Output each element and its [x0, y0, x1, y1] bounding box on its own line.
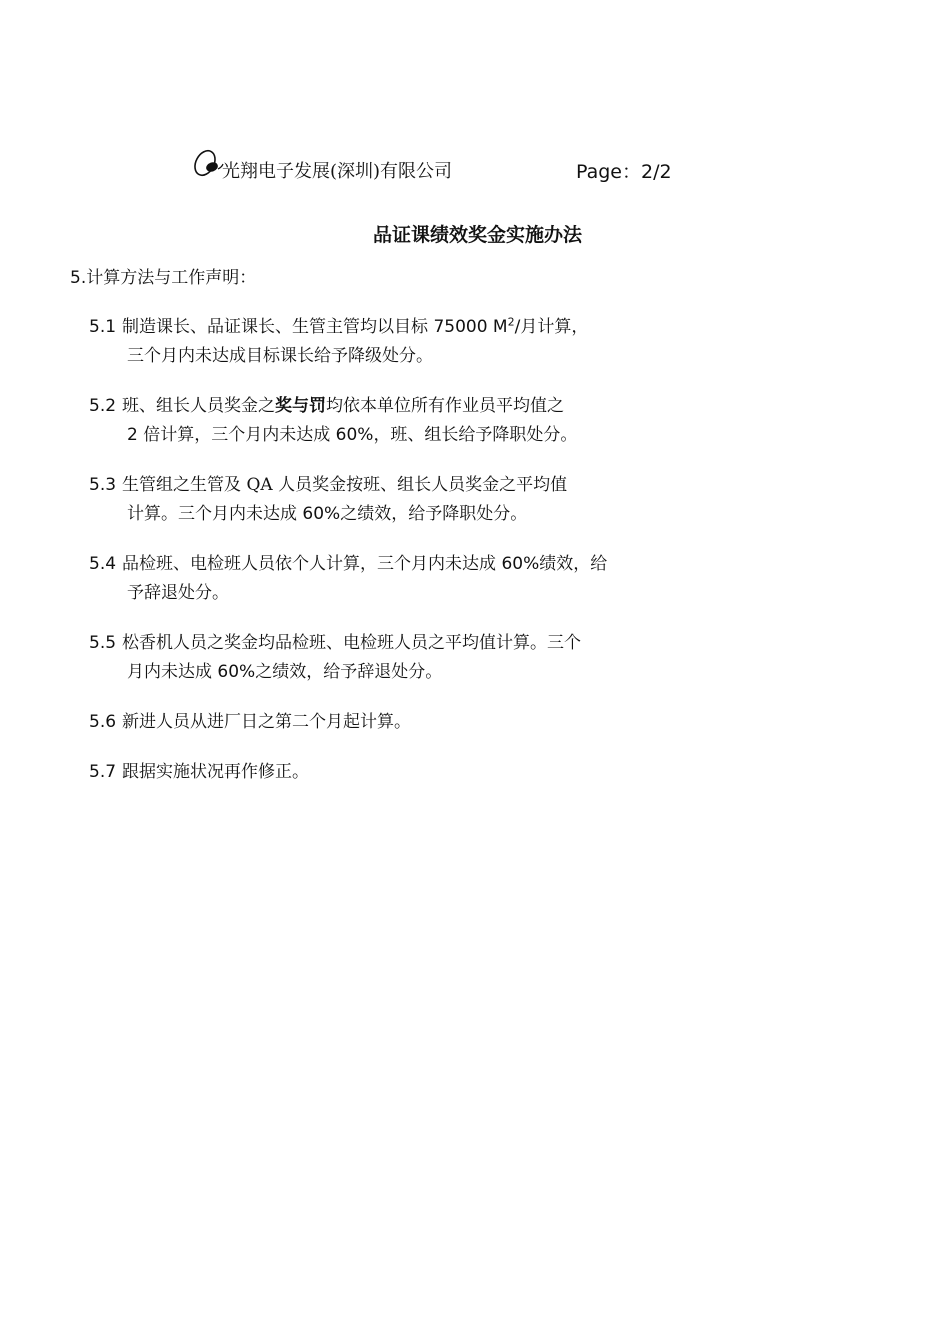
clause-number: 5.5 — [89, 633, 117, 653]
clause-line: 予辞退处分。 — [127, 583, 229, 603]
clause-5-3 — [89, 471, 709, 529]
clause-text: 月计算， — [520, 317, 589, 337]
clause-number: 5.3 — [89, 475, 117, 495]
clause-number: 5.2 — [89, 396, 117, 416]
clause-line — [89, 392, 709, 421]
section-heading — [70, 263, 256, 288]
clause-percentage: 60% — [217, 662, 256, 682]
clause-text: 生管组之生管及 QA 人员奖金按班、组长人员奖金之平均值 — [122, 475, 568, 495]
clause-number: 5.1 — [89, 317, 117, 337]
clause-5-7 — [89, 758, 709, 787]
clause-slash: / — [514, 317, 521, 337]
clause-number: 5.7 — [89, 762, 117, 782]
clause-line — [89, 471, 709, 500]
clause-emphasis: 奖与罚 — [275, 396, 327, 416]
clause-text: 松香机人员之奖金均品检班、电检班人员之平均值计算。三个 — [122, 633, 582, 653]
clause-unit-superscript: 2 — [507, 315, 515, 329]
clause-line — [89, 629, 709, 658]
clause-number: 5.6 — [89, 712, 117, 732]
clause-text: 绩效，给 — [539, 554, 608, 574]
clause-text: 跟据实施状况再作修正。 — [122, 762, 310, 782]
company-logo-icon — [192, 147, 224, 179]
clause-list — [89, 313, 709, 808]
clause-5-4 — [89, 550, 709, 608]
section-number: 5. — [70, 268, 87, 288]
clause-text: 月内未达成 — [127, 662, 218, 682]
clause-number: 5.4 — [89, 554, 117, 574]
clause-line — [89, 550, 709, 579]
section-title: 计算方法与工作声明： — [86, 268, 257, 288]
page-header — [192, 146, 682, 182]
clause-text: 制造课长、品证课长、生管主管均以目标 — [122, 317, 434, 337]
clause-line — [89, 313, 709, 342]
clause-text: 倍计算，三个月内未达成 — [143, 425, 336, 445]
clause-text: 品检班、电检班人员依个人计算，三个月内未达成 — [122, 554, 502, 574]
clause-percentage: 60% — [501, 554, 540, 574]
clause-text: 班、组长人员奖金之 — [122, 396, 276, 416]
clause-line — [89, 708, 709, 737]
clause-target-value: 75000 M — [433, 317, 508, 337]
clause-5-1 — [89, 313, 709, 371]
clause-percentage: 60% — [302, 504, 341, 524]
company-name: 光翔电子发展(深圳)有限公司 — [222, 161, 453, 182]
page-number: Page：2/2 — [576, 161, 672, 183]
clause-line — [89, 758, 709, 787]
clause-line — [89, 421, 709, 450]
clause-line: 三个月内未达成目标课长给予降级处分。 — [127, 346, 433, 366]
clause-5-6 — [89, 708, 709, 737]
clause-5-2 — [89, 392, 709, 450]
clause-percentage: 60% — [335, 425, 374, 445]
clause-line — [89, 658, 709, 687]
clause-line — [89, 500, 709, 529]
document-title: 品证课绩效奖金实施办法 — [373, 224, 583, 246]
clause-text: 之绩效，给予降职处分。 — [340, 504, 528, 524]
clause-multiplier: 2 — [127, 425, 144, 445]
clause-text: 新进人员从进厂日之第二个月起计算。 — [122, 712, 412, 732]
clause-text: ，班、组长给予降职处分。 — [373, 425, 578, 445]
clause-text: 均依本单位所有作业员平均值之 — [326, 396, 565, 416]
clause-5-5 — [89, 629, 709, 687]
clause-text: 之绩效，给予辞退处分。 — [255, 662, 443, 682]
clause-text: 计算。三个月内未达成 — [127, 504, 303, 524]
